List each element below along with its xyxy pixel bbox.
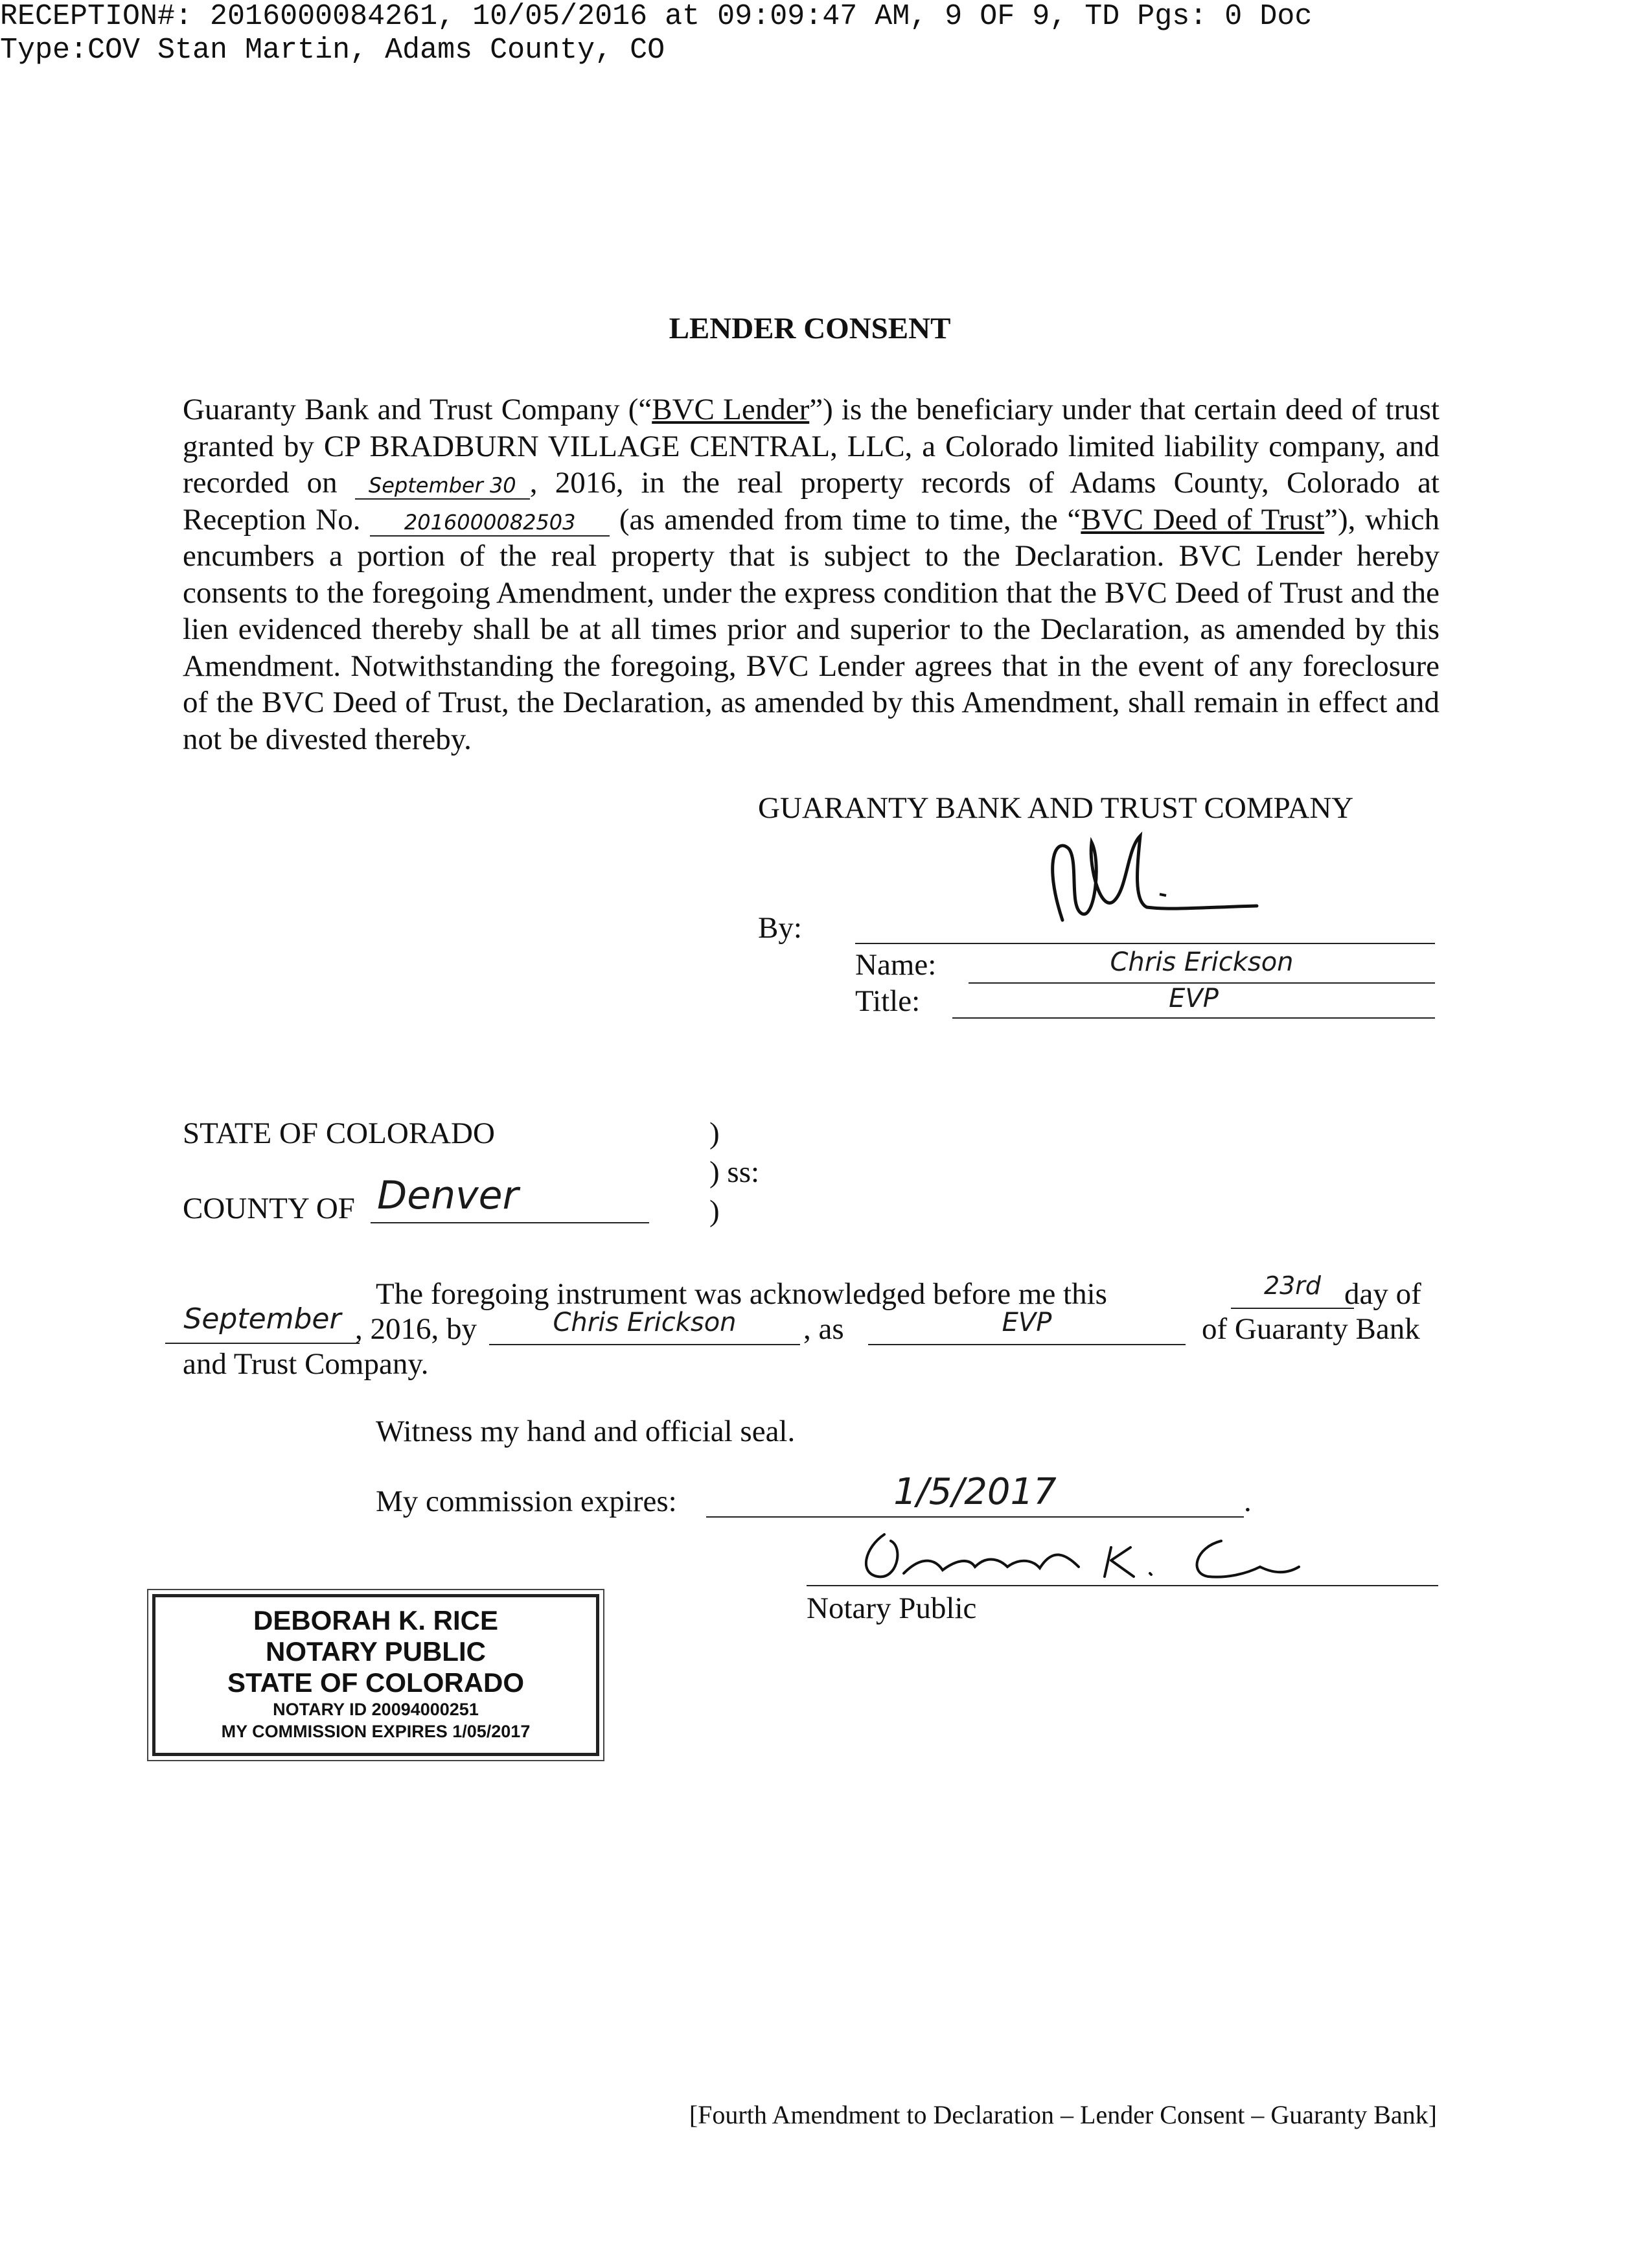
header-line-2: Type:COV Stan Martin, Adams County, CO bbox=[0, 34, 665, 67]
by-label: By: bbox=[758, 911, 802, 945]
commission-date-field: 1/5/2017 bbox=[706, 1471, 1244, 1518]
reception-number-field: 2016000082503 bbox=[370, 509, 610, 537]
ack-title-field: EVP bbox=[868, 1308, 1186, 1345]
bvc-lender-term: BVC Lender bbox=[652, 393, 810, 426]
ack-day-field: 23rd bbox=[1231, 1271, 1354, 1309]
notary-stamp bbox=[152, 1594, 599, 1756]
document-footer: [Fourth Amendment to Declaration – Lender Consent – Guaranty Bank] bbox=[689, 2100, 1437, 2129]
ack-lead-text: The foregoing instrument was acknowledged before me this bbox=[376, 1277, 1107, 1311]
header-line-1: RECEPTION#: 2016000084261, 10/05/2016 at 09:09:47 AM, 9 OF 9, TD Pgs: 0 Doc bbox=[0, 0, 1313, 33]
notary-signature-line bbox=[807, 1521, 1438, 1586]
ack-month-field: September bbox=[165, 1302, 360, 1344]
consent-paragraph bbox=[183, 391, 1440, 757]
ack-as-label: , as bbox=[803, 1312, 844, 1346]
stamp-notary-id: NOTARY ID 20094000251 bbox=[273, 1700, 479, 1719]
bvc-deed-term: BVC Deed of Trust bbox=[1081, 502, 1325, 537]
ack-year-by: , 2016, by bbox=[355, 1312, 477, 1346]
signer-title-field: EVP bbox=[952, 984, 1435, 1019]
lender-signature-icon bbox=[1030, 823, 1276, 946]
commission-label: My commission expires: bbox=[376, 1485, 677, 1518]
notary-public-label: Notary Public bbox=[807, 1591, 977, 1625]
witness-text: Witness my hand and official seal. bbox=[376, 1415, 796, 1448]
notary-signature-icon bbox=[807, 1521, 1438, 1586]
document-title: LENDER CONSENT bbox=[669, 312, 951, 345]
ack-of-company: of Guaranty Bank bbox=[1202, 1312, 1420, 1346]
title-label: Title: bbox=[855, 984, 921, 1018]
name-label: Name: bbox=[855, 948, 937, 982]
stamp-title: NOTARY PUBLIC bbox=[266, 1636, 486, 1667]
venue-ss: ) ss: bbox=[709, 1155, 760, 1189]
stamp-expiration: MY COMMISSION EXPIRES 1/05/2017 bbox=[221, 1722, 531, 1741]
ack-person-field: Chris Erickson bbox=[489, 1308, 800, 1345]
stamp-name: DEBORAH K. RICE bbox=[253, 1605, 499, 1636]
para-text-1: Guaranty Bank and Trust Company (“ bbox=[183, 393, 652, 426]
county-label: COUNTY OF bbox=[183, 1192, 355, 1225]
stamp-state: STATE OF COLORADO bbox=[227, 1667, 525, 1698]
para-text-3: , 2016, in the real property records of Adams County, Colorado at Reception No. bbox=[183, 466, 1440, 537]
by-signature-line bbox=[855, 943, 1435, 944]
company-name: GUARANTY BANK AND TRUST COMPANY bbox=[758, 791, 1354, 825]
county-field: Denver bbox=[371, 1173, 649, 1223]
state-of-colorado: STATE OF COLORADO bbox=[183, 1116, 495, 1150]
para-text-5: ”), which encumbers a portion of the real property that is subject to the Declaration. BVC Lender hereby consents to the foregoing Amendment, under the express condition that the BVC Deed of Trust and the lien evidenced thereby shall be at all times prior and superior to the Declaration, as amended by this Amendment. Notwithstanding the foregoing, BVC Lender agrees that in the event of any foreclosure of the BVC Deed of Trust, the Declaration, as amended by this Amendment, shall remain in effect and not be divested thereby. bbox=[183, 502, 1440, 756]
ack-day-of: day of bbox=[1344, 1277, 1421, 1311]
para-text-4: (as amended from time to time, the “ bbox=[610, 502, 1081, 537]
signer-name-field: Chris Erickson bbox=[969, 947, 1435, 984]
venue-paren-3: ) bbox=[709, 1194, 720, 1228]
recording-header bbox=[0, 0, 1312, 67]
venue-paren-1: ) bbox=[709, 1116, 720, 1150]
ack-company-end: and Trust Company. bbox=[183, 1347, 429, 1381]
recorded-date-field: September 30 bbox=[355, 472, 530, 500]
para-text-2: ”) is the beneficiary under that certain deed of trust granted by CP BRADBURN VILLAGE CENTRAL, LLC, a Colorado limited liability company, and recorded on bbox=[183, 393, 1440, 500]
commission-period: . bbox=[1244, 1485, 1252, 1518]
